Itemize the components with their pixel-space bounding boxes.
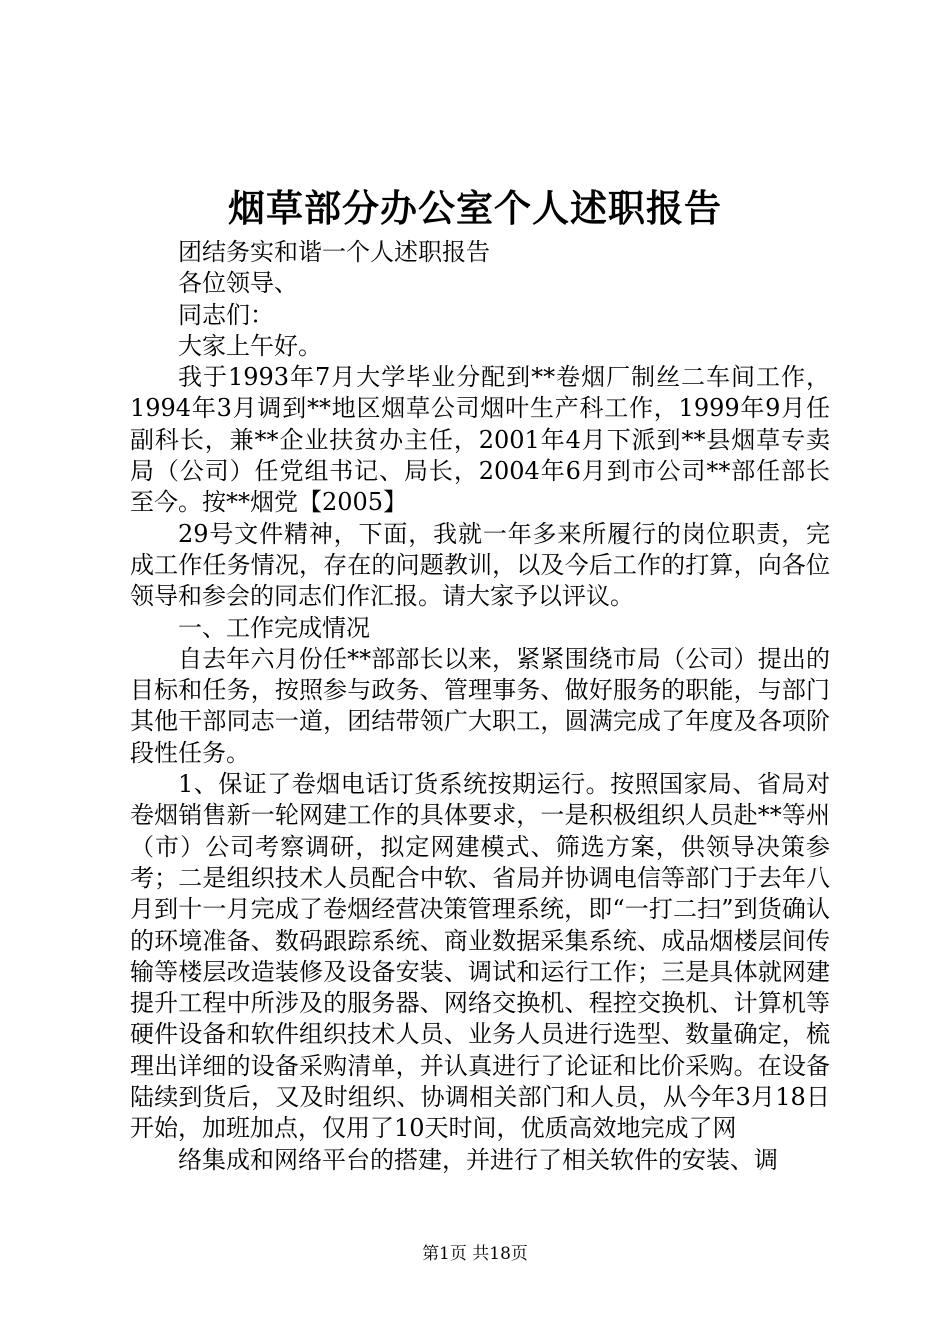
paragraph-item-1: 1、保证了卷烟电话订货系统按期运行。按照国家局、省局对卷烟销售新一轮网建工作的具体要求，一是积极组织人员赴**等州（市）公司考察调研，拟定网建模式、筛选方案，供领导决策参考；二是组织技术人员配合中软、省局并协调电信等部门于去年八月到十一月完成了卷烟经营决策管理系统，即“一打二扫”到货确认的环境准备、数码跟踪系统、商业数据采集系统、成品烟楼层间传输等楼层改造装修及设备安装、调试和运行工作；三是具体就网建提升工程中所涉及的服务器、网络交换机、程控交换机、计算机等硬件设备和软件组织技术人员、业务人员进行选型、数量确定，梳理出详细的设备采购清单，并认真进行了论证和比价采购。在设备陆续到货后，又及时组织、协调相关部门和人员，从今年3月18日开始，加班加点，仅用了10天时间，优质高效地完成了网 [130, 770, 830, 1143]
paragraph-salutation-leaders: 各位领导、 [178, 269, 298, 298]
document-body [130, 237, 830, 1176]
paragraph-salutation-comrades: 同志们： [178, 300, 274, 329]
section-heading: 一、工作完成情况 [178, 613, 370, 642]
document-title: 烟草部分办公室个人述职报告 [228, 186, 722, 230]
paragraph-subtitle: 团结务实和谐一个人述职报告 [178, 238, 490, 266]
paragraph-career-history: 我于1993年7月大学毕业分配到**卷烟厂制丝二车间工作，1994年3月调到**地区烟草公司烟叶生产科工作，1999年9月任副科长，兼**企业扶贫办主任，2001年4月下派到**县烟草专卖局（公司）任党组书记、局长，2004年6月到市公司**部任部长至今。按**烟党【2005】 [130, 363, 830, 517]
paragraph-greeting: 大家上午好。 [178, 331, 322, 360]
paragraph-continued: 络集成和网络平台的搭建，并进行了相关软件的安装、调 [178, 1145, 778, 1174]
paragraph-report-intro: 29号文件精神，下面，我就一年多来所履行的岗位职责，完成工作任务情况，存在的问题教训，以及今后工作的打算，向各位领导和参会的同志们作汇报。请大家予以评议。 [130, 519, 830, 611]
page-footer: 第1页 共18页 [422, 1244, 528, 1264]
paragraph-work-summary: 自去年六月份任**部部长以来，紧紧围绕市局（公司）提出的目标和任务，按照参与政务、管理事务、做好服务的职能，与部门其他干部同志一道，团结带领广大职工，圆满完成了年度及各项阶段性任务。 [130, 644, 830, 767]
